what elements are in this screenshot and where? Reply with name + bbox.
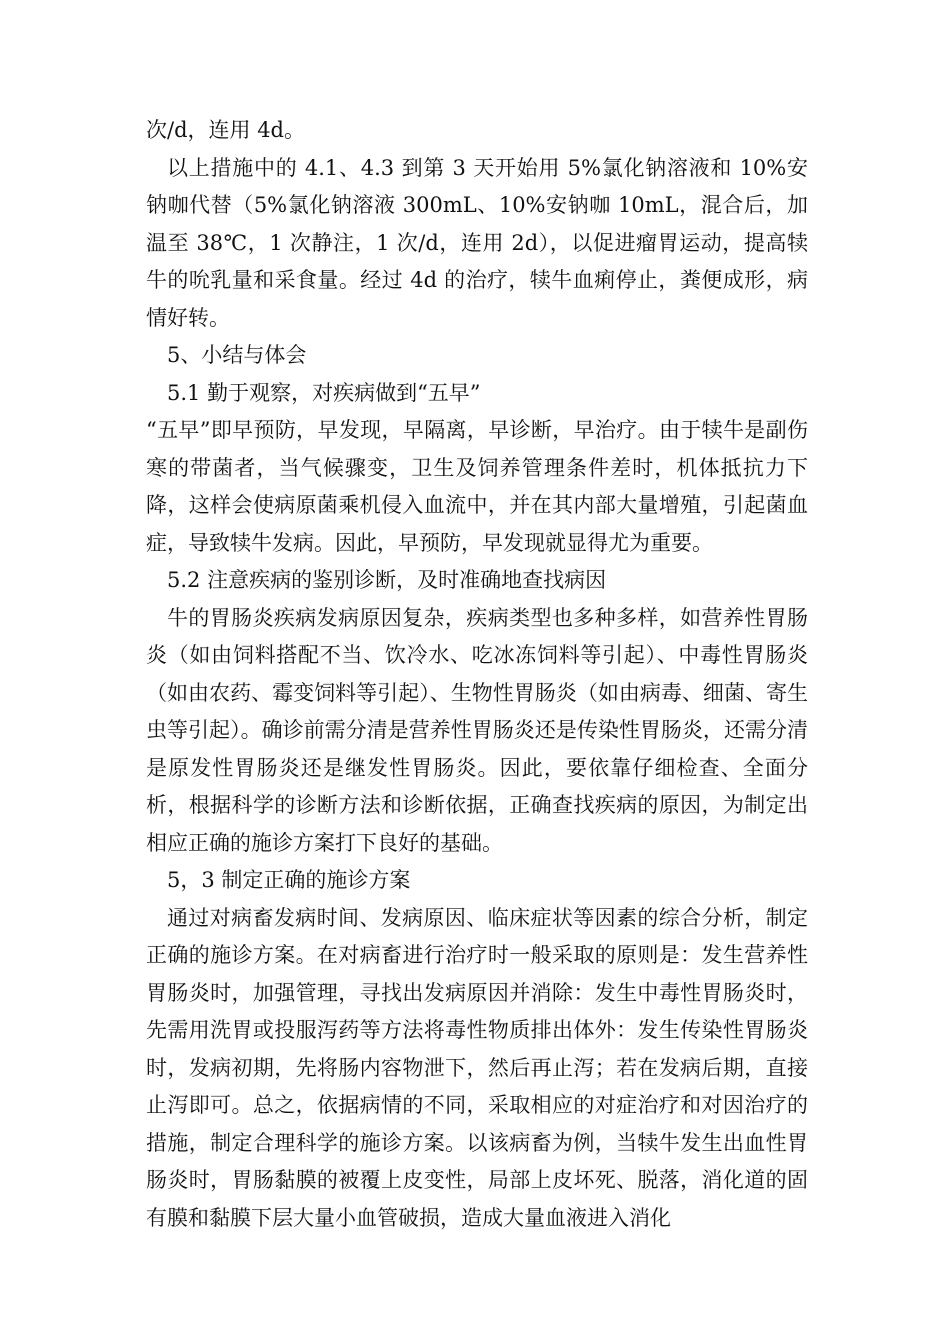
paragraph-continuation: 次/d，连用 4d。 [146, 118, 305, 142]
paragraph-five-early: “五早”即早预防，早发现，早隔离，早诊断，早治疗。由于犊牛是副伤寒的带菌者，当气候骤变，卫生及饲养管理条件差时，机体抵抗力下降，这样会使病原菌乘机侵入血流中，并在其内部大量增殖，引起菌血症，导致犊牛发病。因此，早预防，早发现就显得尤为重要。 [146, 418, 808, 555]
paragraph-treatment-plan: 通过对病畜发病时间、发病原因、临床症状等因素的综合分析，制定正确的施诊方案。在对病畜进行治疗时一般采取的原则是：发生营养性胃肠炎时，加强管理，寻找出发病原因并消除：发生中毒性胃肠炎时，先需用洗胃或投服泻药等方法将毒性物质排出体外：发生传染性胃肠炎时，发病初期，先将肠内容物泄下，然后再止泻；若在发病后期，直接止泻即可。总之，依据病情的不同，采取相应的对症治疗和对因治疗的措施，制定合理科学的施诊方案。以该病畜为例，当犊牛发生出血性胃肠炎时，胃肠黏膜的被覆上皮变性，局部上皮坏死、脱落，消化道的固有膜和黏膜下层大量小血管破损，造成大量血液进入消化 [146, 905, 808, 1230]
document-body [146, 112, 808, 1237]
subsection-heading-5-3: 5，3 制定正确的施诊方案 [167, 868, 411, 892]
subsection-heading-5-1: 5.1 勤于观察，对疾病做到“五早” [167, 380, 481, 405]
subsection-heading-5-2: 5.2 注意疾病的鉴别诊断，及时准确地查找病因 [167, 568, 607, 592]
paragraph-treatment-change: 以上措施中的 4.1、4.3 到第 3 天开始用 5%氯化钠溶液和 10%安钠咖代替（5%氯化钠溶液 300mL、10%安钠咖 10mL，混合后，加温至 38℃，1 次静注，1 次/d，连用 2d），以促进瘤胃运动，提高犊牛的吮乳量和采食量。经过 4d 的治疗，犊牛血痢停止，粪便成形，病情好转。 [146, 155, 808, 330]
section-heading-summary: 5、小结与体会 [167, 343, 307, 367]
paragraph-differential-diagnosis: 牛的胃肠炎疾病发病原因复杂，疾病类型也多种多样，如营养性胃肠炎（如由饲料搭配不当、饮冷水、吃冰冻饲料等引起）、中毒性胃肠炎（如由农药、霉变饲料等引起）、生物性胃肠炎（如由病毒、细菌、寄生虫等引起）。确诊前需分清是营养性胃肠炎还是传染性胃肠炎，还需分清是原发性胃肠炎还是继发性胃肠炎。因此，要依靠仔细检查、全面分析，根据科学的诊断方法和诊断依据，正确查找疾病的原因，为制定出相应正确的施诊方案打下良好的基础。 [146, 605, 808, 855]
